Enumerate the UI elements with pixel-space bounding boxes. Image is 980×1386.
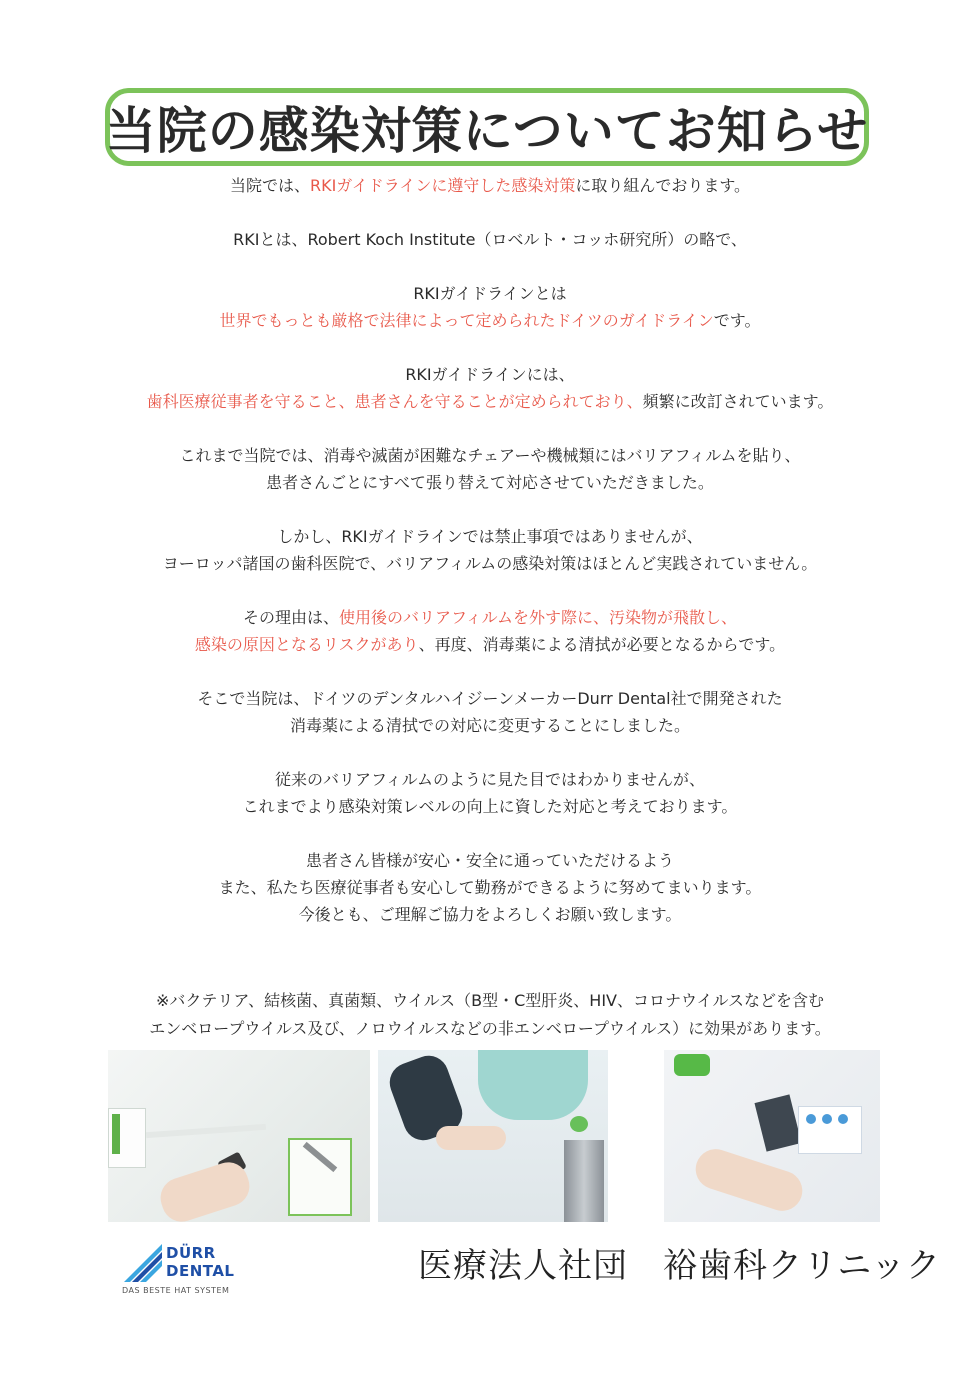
logo-line2: DENTAL (166, 1262, 235, 1280)
paragraph-1 (60, 172, 920, 199)
p3-highlight: 世界でもっとも厳格で法律によって定められたドイツのガイドライン (219, 311, 714, 330)
title-frame (105, 88, 869, 166)
wipe-sheet (146, 1124, 266, 1138)
p4-line1: RKIガイドラインには、 (405, 365, 575, 384)
paragraph-5 (60, 442, 920, 496)
photo-strip (108, 1050, 880, 1222)
p8-line1: そこで当院は、ドイツのデンタルハイジーンメーカーDurr Dental社で開発された (197, 689, 783, 708)
hand-shape (691, 1144, 808, 1216)
p1-text-a: 当院では、 (229, 176, 310, 195)
p6-line1: しかし、RKIガイドラインでは禁止事項ではありませんが、 (277, 527, 703, 546)
canister-label-stripe (112, 1114, 120, 1154)
paragraph-4 (60, 361, 920, 415)
photo-disinfecting-surface (664, 1050, 880, 1222)
paragraph-3 (60, 280, 920, 334)
control-panel (798, 1106, 862, 1154)
logo-tagline: DAS BESTE HAT SYSTEM (122, 1286, 230, 1295)
p10-line1: 患者さん皆様が安心・安全に通っていただけるよう (305, 851, 674, 870)
paragraph-8 (60, 685, 920, 739)
durr-dental-logo-icon (122, 1242, 166, 1286)
p1-highlight: RKIガイドラインに遵守した感染対策 (309, 176, 576, 195)
p7-highlight-2: 感染の原因となるリスクがあり (194, 635, 419, 654)
paragraph-7 (60, 604, 920, 658)
p7-text-a: その理由は、 (242, 608, 339, 627)
p3-text-b: です。 (713, 311, 761, 330)
hand-shape (155, 1157, 254, 1222)
p5-line2: 患者さんごとにすべて張り替えて対応させていただきました。 (266, 473, 714, 492)
p4-text-b: 頻繁に改訂されています。 (642, 392, 834, 411)
paragraph-6 (60, 523, 920, 577)
p9-line2: これまでより感染対策レベルの向上に資した対応と考えております。 (242, 797, 738, 816)
green-sprout-icon (570, 1116, 588, 1132)
notice-body (60, 172, 920, 955)
note-line1: ※バクテリア、結核菌、真菌類、ウイルス（B型・C型肝炎、HIV、コロナウイルスなどを含む (155, 991, 825, 1010)
note-line2: エンベロープウイルス及び、ノロウイルスなどの非エンベロープウイルス）に効果があります。 (149, 1019, 831, 1038)
p1-text-b: に取り組んでおります。 (575, 176, 751, 195)
logo-line1: DÜRR (166, 1244, 216, 1262)
photo-wiping-chair (378, 1050, 608, 1222)
p5-line1: これまで当院では、消毒や滅菌が困難なチェアーや機械類にはバリアフィルムを貼り、 (179, 446, 801, 465)
p2-text: RKIとは、Robert Koch Institute（ロベルト・コッホ研究所）の略で、 (233, 230, 747, 249)
dark-panel (754, 1094, 801, 1151)
page-title: 当院の感染対策についてお知らせ (105, 102, 869, 160)
p10-line3: 今後とも、ご理解ご協力をよろしくお願い致します。 (298, 905, 682, 924)
p4-highlight: 歯科医療従事者を守ること、患者さんを守ることが定められており、 (146, 392, 643, 411)
inset-handpiece-image (288, 1138, 352, 1216)
paragraph-2 (60, 226, 920, 253)
p6-line2: ヨーロッパ諸国の歯科医院で、バリアフィルムの感染対策はほとんど実践されていません。 (162, 554, 818, 573)
paragraph-9 (60, 766, 920, 820)
photo-disinfectant-wipes (108, 1050, 370, 1222)
p7-highlight-1: 使用後のバリアフィルムを外す際に、汚染物が飛散し、 (338, 608, 738, 627)
instrument-tray (564, 1140, 604, 1222)
panel-button-icon (838, 1114, 848, 1124)
panel-button-icon (806, 1114, 816, 1124)
p3-line1: RKIガイドラインとは (413, 284, 567, 303)
p10-line2: また、私たち医療従事者も安心して勤務ができるように努めてまいります。 (218, 878, 762, 897)
green-cap-icon (674, 1054, 710, 1076)
p8-line2: 消毒薬による清拭での対応に変更することにしました。 (289, 716, 690, 735)
p9-line1: 従来のバリアフィルムのように見た目ではわかりませんが、 (274, 770, 706, 789)
scrubs-shape (478, 1050, 588, 1120)
paragraph-10 (60, 847, 920, 928)
hand-shape (436, 1126, 506, 1150)
durr-dental-logo (122, 1242, 242, 1302)
panel-button-icon (822, 1114, 832, 1124)
p7-text-b: 、再度、消毒薬による清拭が必要となるからです。 (418, 635, 786, 654)
clinic-name: 医療法人社団 裕歯科クリニック (418, 1246, 941, 1286)
efficacy-note (60, 987, 920, 1043)
